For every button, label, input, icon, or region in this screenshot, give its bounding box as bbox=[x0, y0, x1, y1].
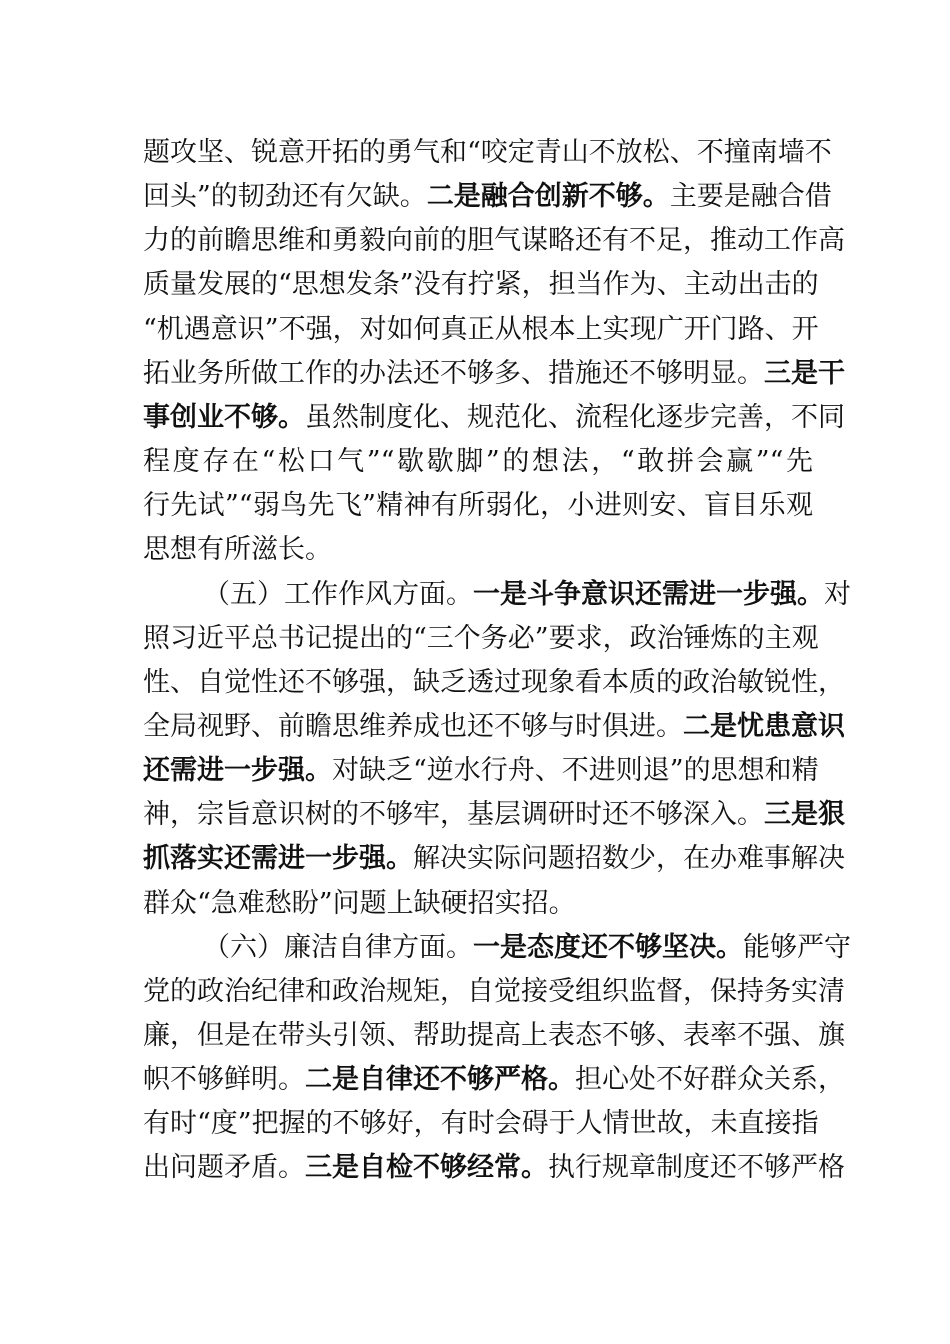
text-segment: 行先试”“弱鸟先飞”精神有所弱化，小进则安、盲目乐观 bbox=[143, 490, 813, 522]
text-line bbox=[143, 352, 845, 396]
text-segment: （五）工作作风方面。 bbox=[203, 578, 473, 610]
text-segment: 思想有所滋长。 bbox=[143, 534, 332, 566]
text-segment: 出问题矛盾。 bbox=[143, 1152, 305, 1184]
text-line bbox=[143, 1102, 819, 1146]
bold-text-segment: 二是融合创新不够。 bbox=[426, 181, 670, 213]
text-segment: 党的政治纪律和政治规矩，自觉接受组织监督，保持务实清 bbox=[143, 975, 845, 1007]
bold-text-segment: 抓落实还需进一步强。 bbox=[143, 843, 413, 875]
text-segment: 群众“急难愁盼”问题上缺硬招实招。 bbox=[143, 887, 576, 919]
bold-text-segment: 三是自检不够经常。 bbox=[305, 1152, 548, 1184]
text-segment: 回头”的韧劲还有欠缺。 bbox=[143, 181, 427, 213]
text-line bbox=[143, 661, 845, 705]
text-line bbox=[143, 263, 819, 307]
text-segment: （六）廉洁自律方面。 bbox=[203, 931, 473, 963]
text-line bbox=[143, 793, 845, 837]
bold-text-segment: 一是斗争意识还需进一步强。 bbox=[473, 578, 824, 610]
text-segment: 性、自觉性还不够强，缺乏透过现象看本质的政治敏锐性， bbox=[143, 666, 845, 698]
text-segment: 程度存在“松口气”“歇歇脚”的想法，“敢拼会赢”“先 bbox=[143, 446, 813, 478]
text-line bbox=[143, 175, 832, 219]
text-line bbox=[143, 1146, 845, 1190]
text-line bbox=[143, 837, 845, 881]
text-line bbox=[143, 396, 845, 440]
text-segment: 题攻坚、锐意开拓的勇气和“咬定青山不放松、不撞南墙不 bbox=[143, 137, 832, 168]
bold-text-segment: 三是狠 bbox=[764, 799, 845, 831]
text-segment: 神，宗旨意识树的不够牢，基层调研时还不够深入。 bbox=[143, 799, 764, 831]
text-segment: 对 bbox=[824, 578, 851, 610]
bold-text-segment: 一是态度还不够坚决。 bbox=[473, 931, 743, 963]
text-line bbox=[143, 484, 813, 528]
text-line bbox=[143, 1014, 845, 1058]
text-line bbox=[203, 573, 851, 617]
text-segment: 照习近平总书记提出的“三个务必”要求，政治锤炼的主观 bbox=[143, 622, 819, 654]
text-line bbox=[203, 926, 851, 970]
text-line bbox=[143, 970, 845, 1014]
bold-text-segment: 还需进一步强。 bbox=[143, 755, 332, 787]
text-line bbox=[143, 705, 845, 749]
text-segment: 解决实际问题招数少，在办难事解决 bbox=[413, 843, 845, 875]
text-line bbox=[143, 749, 819, 793]
text-segment: “机遇意识”不强，对如何真正从根本上实现广开门路、开 bbox=[143, 313, 819, 345]
text-segment: 担心处不好群众关系， bbox=[575, 1064, 845, 1096]
text-segment: 虽然制度化、规范化、流程化逐步完善，不同 bbox=[305, 401, 845, 433]
text-segment: 帜不够鲜明。 bbox=[143, 1064, 305, 1096]
text-segment: 质量发展的“思想发条”没有拧紧，担当作为、主动出击的 bbox=[143, 269, 819, 301]
bold-text-segment: 二是忧患意识 bbox=[683, 710, 845, 742]
text-segment: 能够严守 bbox=[743, 931, 851, 963]
text-segment: 力的前瞻思维和勇毅向前的胆气谋略还有不足，推动工作高 bbox=[143, 225, 845, 257]
text-segment: 有时“度”把握的不够好，有时会碍于人情世故，未直接指 bbox=[143, 1108, 819, 1140]
text-segment: 廉，但是在带头引领、帮助提高上表态不够、表率不强、旗 bbox=[143, 1020, 845, 1051]
text-segment: 主要是融合借 bbox=[669, 181, 832, 213]
text-line bbox=[143, 131, 832, 175]
text-segment: 执行规章制度还不够严格 bbox=[548, 1152, 845, 1184]
bold-text-segment: 事创业不够。 bbox=[143, 401, 305, 433]
text-segment: 对缺乏“逆水行舟、不进则退”的思想和精 bbox=[332, 755, 819, 787]
text-line bbox=[143, 308, 819, 352]
text-line bbox=[143, 1058, 845, 1102]
bold-text-segment: 三是干 bbox=[764, 357, 845, 389]
text-segment: 全局视野、前瞻思维养成也还不够与时俱进。 bbox=[143, 710, 683, 742]
bold-text-segment: 二是自律还不够严格。 bbox=[305, 1064, 575, 1096]
text-segment: 拓业务所做工作的办法还不够多、措施还不够明显。 bbox=[143, 357, 764, 389]
text-line bbox=[143, 440, 813, 484]
text-line bbox=[143, 219, 845, 263]
text-line bbox=[143, 617, 819, 661]
text-line bbox=[143, 882, 813, 926]
text-line bbox=[143, 528, 813, 572]
